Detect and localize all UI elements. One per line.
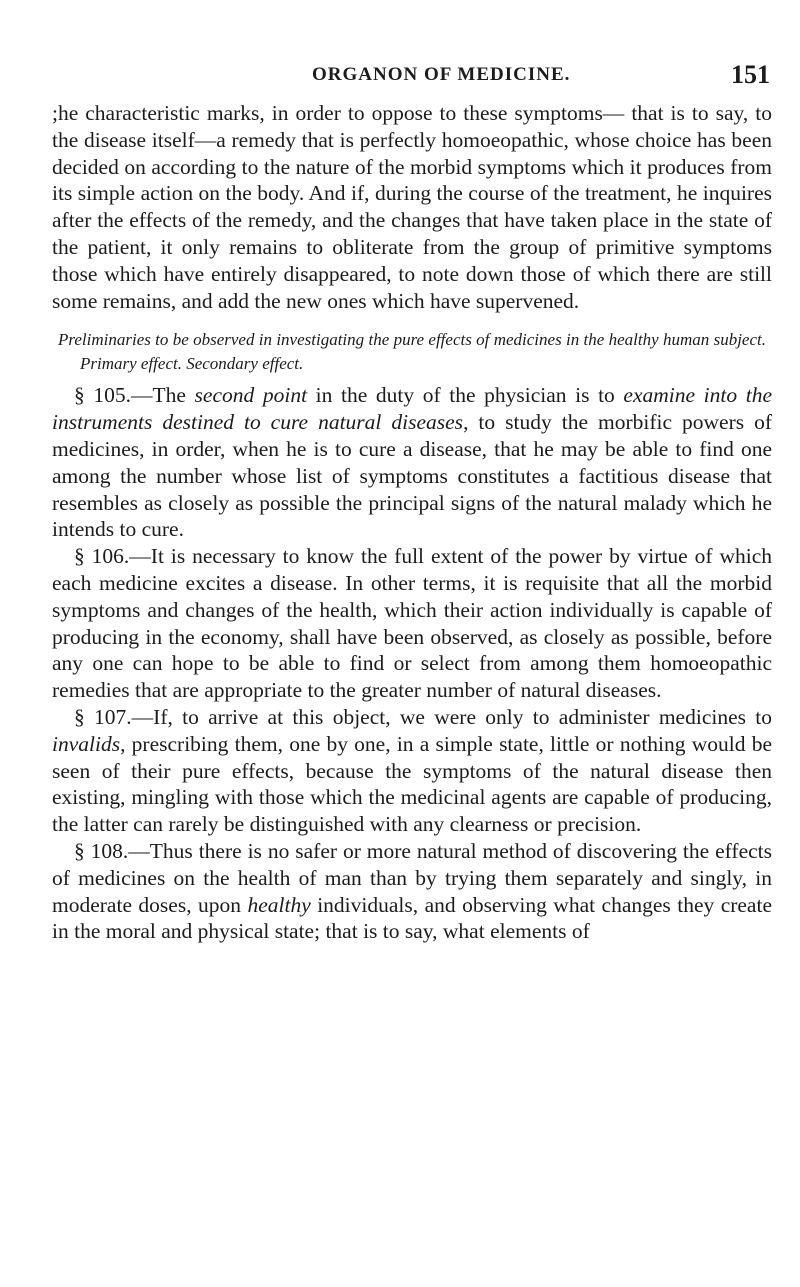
section-108-lead: § 108.—Thus there is no safer or more natural method of discovering the effects of medicines on the health of man than by trying them separately and singly, in moderate doses, upon: [52, 838, 772, 917]
section-105-emphasis-1: second point: [194, 383, 308, 408]
section-107-rest: , prescribing them, one by one, in a simple state, little or nothing would be seen of their pure effects, because the symptoms of the natural disease then existing, mingling with those which the medicinal agents are capable of producing, the latter can rarely be distinguished with any clearness or precision.: [52, 731, 772, 837]
section-107: [52, 704, 772, 838]
body-text: [52, 100, 772, 945]
intro-paragraph: [52, 100, 772, 314]
section-105-lead: § 105.—The: [74, 383, 195, 408]
section-108-emphasis: healthy: [247, 892, 311, 917]
running-head: [52, 60, 770, 100]
section-105-mid: in the duty of the physician is to: [307, 383, 624, 408]
section-107-emphasis: invalids: [52, 731, 121, 756]
section-heading-text: Preliminaries to be observed in investigating the pure effects of medicines in the healthy human subject. Primary effect. Secondary effect.: [58, 330, 766, 374]
section-105: [52, 382, 772, 543]
section-108-rest: individuals, and observing what changes they create in the moral and physical state; that is to say, what elements of: [52, 892, 772, 944]
section-heading: [52, 328, 772, 376]
section-106: [52, 543, 772, 704]
intro-text: ;he characteristic marks, in order to oppose to these symptoms— that is to say, to the disease itself—a remedy that is perfectly homoeopathic, whose choice has been decided on according to the nature of the morbid symptoms which it produces from its simple action on the body. And if, during the course of the treatment, he inquires after the effects of the remedy, and the changes that have taken place in the state of the patient, it only remains to obliterate from the group of primitive symptoms those which have entirely disappeared, to note down those of which there are still some remains, and add the new ones which have supervened.: [52, 101, 772, 313]
section-105-emphasis-2: examine into the instruments destined to cure natural diseases: [52, 383, 772, 435]
page-number: 151: [731, 60, 770, 89]
section-107-lead: § 107.—If, to arrive at this object, we were only to administer medicines to: [74, 704, 772, 729]
running-title: ORGANON OF MEDICINE.: [312, 64, 571, 85]
section-106-text: § 106.—It is necessary to know the full extent of the power by virtue of which each medicine excites a disease. In other terms, it is requisite that all the morbid symptoms and changes of the health, which their action individually is capable of producing in the economy, shall have been observed, as closely as possible, before any one can hope to be able to find or select from among them homoeopathic remedies that are appropriate to the greater number of natural diseases.: [52, 544, 772, 703]
section-105-rest: , to study the morbific powers of medicines, in order, when he is to cure a disease, that he may be able to find one among the number whose list of symptoms constitutes a factitious disease that resembles as closely as possible the principal signs of the natural malady which he intends to cure.: [52, 410, 773, 542]
section-108: [52, 838, 772, 945]
